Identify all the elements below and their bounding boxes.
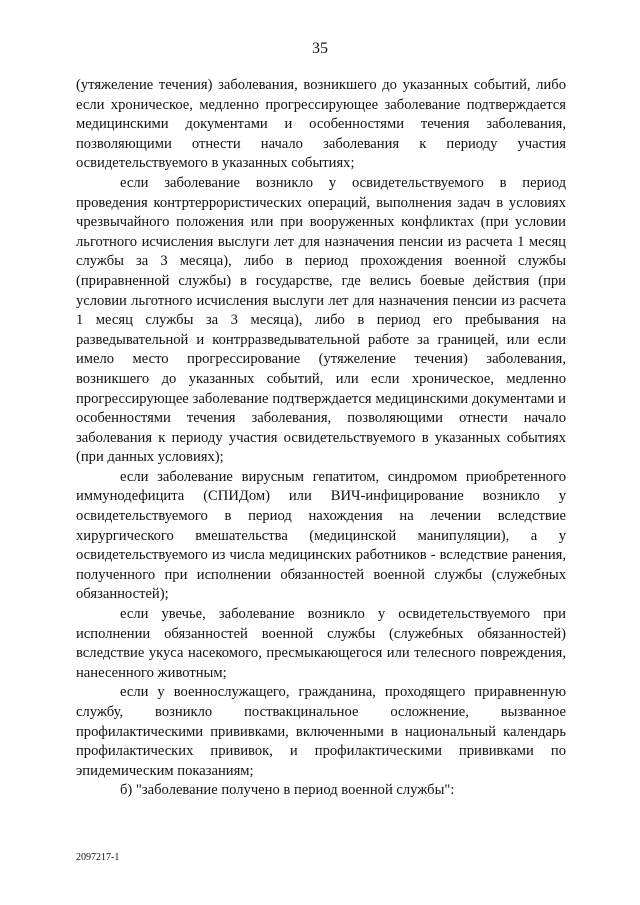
paragraph: если заболевание возникло у освидетельствуемого в период проведения контртеррористических операций, выполнения задач в условиях чрезвычайного положения или при вооруженных конфликтах (при условии льготного исчисления выслуги лет для назначения пенсии из расчета 1 месяц службы за 3 месяца), либо в период прохождения военной службы (приравненной службы) в государстве, где велись боевые действия (при условии льготного исчисления выслуги лет для назначения пенсии из расчета 1 месяц службы за 3 месяца), либо в период его пребывания на разведывательной и контрразведывательной работе за границей, или если имело место прогрессирование (утяжеление течения) заболевания, возникшего до указанных событий, или если хроническое, медленно прогрессирующее заболевание подтверждается медицинскими документами и особенностями течения заболевания, позволяющими отнести начало заболевания к периоду участия освидетельствуемого в указанных событиях (при данных условиях);	[76, 174, 566, 466]
document-code: 2097217-1	[76, 852, 120, 863]
paragraph: б) "заболевание получено в период военной службы":	[120, 782, 455, 799]
page-number: 35	[312, 40, 328, 57]
paragraph: если у военнослужащего, гражданина, проходящего приравненную службу, возникло поствакцинальное осложнение, вызванное профилактическими прививками, включенными в национальный календарь профилактических прививок, и профилактическими прививками по эпидемическим показаниям;	[76, 684, 566, 779]
paragraph: (утяжеление течения) заболевания, возникшего до указанных событий, либо если хроническое, медленно прогрессирующее заболевание подтверждается медицинскими документами и особенностями течения заболевания, позволяющими отнести начало заболевания к периоду участия освидетельствуемого в указанных событиях;	[76, 77, 566, 172]
body-text	[76, 76, 566, 801]
paragraph: если увечье, заболевание возникло у освидетельствуемого при исполнении обязанностей военной службы (служебных обязанностей) вследствие укуса насекомого, пресмыкающегося или телесного повреждения, нанесенного животным;	[76, 606, 566, 681]
paragraph: если заболевание вирусным гепатитом, синдромом приобретенного иммунодефицита (СПИДом) или ВИЧ-инфицирование возникло у освидетельствуемого в период нахождения на лечении вследствие хирургического вмешательства (медицинской манипуляции), а у освидетельствуемого из числа медицинских работников - вследствие ранения, полученного при исполнении обязанностей военной службы (служебных обязанностей);	[76, 468, 566, 603]
